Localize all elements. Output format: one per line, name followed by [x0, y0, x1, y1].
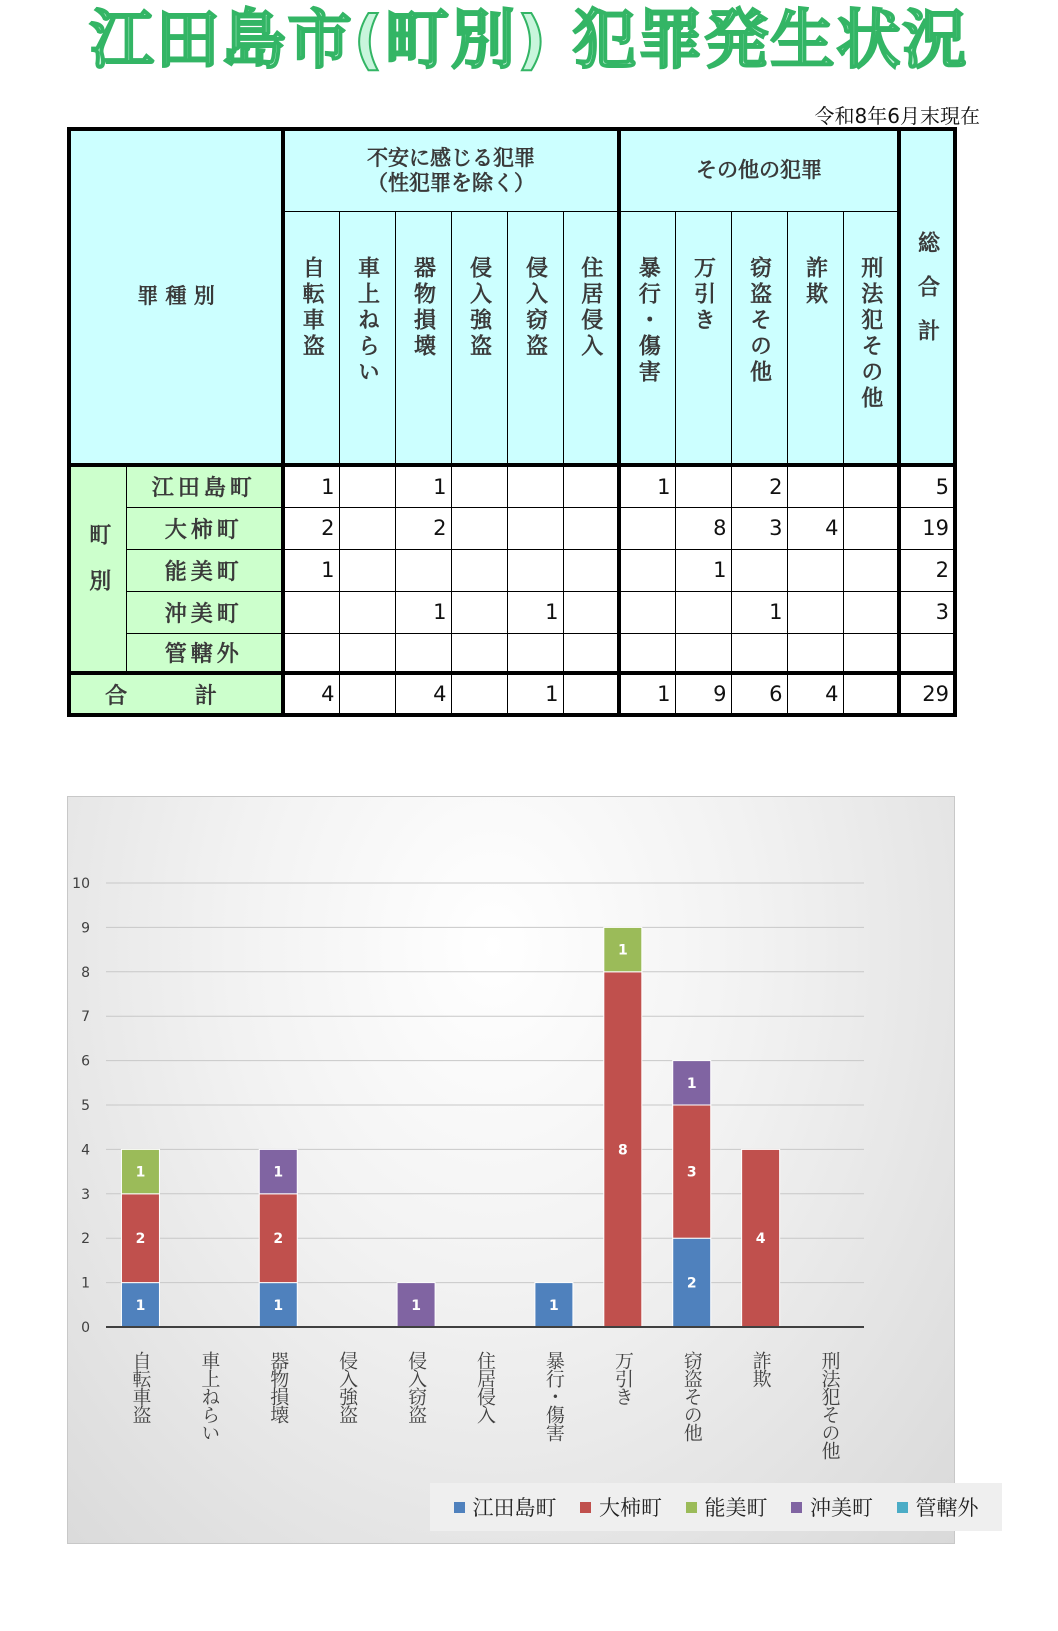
crime-col-header: 侵入強盗 [451, 211, 507, 465]
grand-total-cell: 29 [899, 673, 955, 715]
table-cell [339, 465, 395, 507]
table-cell [451, 507, 507, 549]
row-label: 江田島町 [126, 465, 283, 507]
total-cell: 1 [507, 673, 563, 715]
page-title: 江田島市(町別) 犯罪発生状況 [89, 4, 969, 78]
table-cell [507, 465, 563, 507]
y-tick-label: 1 [81, 1275, 90, 1292]
data-label: 3 [686, 1164, 697, 1181]
legend-swatch [791, 1502, 802, 1513]
table-cell [619, 591, 675, 633]
table-cell [787, 465, 843, 507]
total-cell [451, 673, 507, 715]
y-tick-label: 10 [72, 876, 90, 892]
crime-col-header: 自転車盗 [283, 211, 339, 465]
total-row [69, 673, 955, 715]
table-cell [339, 507, 395, 549]
y-tick-label: 4 [81, 1142, 90, 1159]
table-cell: 3 [731, 507, 787, 549]
table-cell: 1 [283, 465, 339, 507]
table-cell: 1 [675, 549, 731, 591]
total-cell [339, 673, 395, 715]
table-cell: 2 [283, 507, 339, 549]
legend-swatch [454, 1502, 465, 1513]
crime-chart [67, 796, 979, 1544]
data-label: 2 [686, 1275, 697, 1292]
x-tick-label: 窃盗その他 [680, 1351, 703, 1441]
legend-label: 江田島町 [472, 1496, 557, 1520]
x-tick-label: 侵入窃盗 [405, 1351, 428, 1423]
table-cell [507, 507, 563, 549]
x-tick-label: 住居侵入 [474, 1351, 496, 1423]
row-total: 3 [899, 591, 955, 633]
table-cell [843, 507, 899, 549]
table-cell: 1 [283, 549, 339, 591]
total-cell [843, 673, 899, 715]
legend-label: 能美町 [704, 1496, 768, 1520]
side-label: 町別 [69, 465, 126, 673]
group-header-anxiety: 不安に感じる犯罪 （性犯罪を除く） [283, 129, 619, 211]
crime-col-header: 車上ねらい [339, 211, 395, 465]
x-tick-label: 自転車盗 [129, 1351, 152, 1423]
group-header-other: その他の犯罪 [619, 129, 899, 211]
x-tick-label: 車上ねらい [198, 1351, 221, 1441]
row-total: 19 [899, 507, 955, 549]
row-label: 沖美町 [126, 591, 283, 633]
data-label: 2 [273, 1231, 284, 1248]
table-cell [563, 507, 619, 549]
table-cell [451, 591, 507, 633]
table-cell [787, 591, 843, 633]
x-tick-label: 器物損壊 [267, 1351, 290, 1423]
table-cell [787, 549, 843, 591]
legend-item [791, 1492, 873, 1522]
crime-col-header: 暴行・傷害 [619, 211, 675, 465]
table-row [69, 633, 955, 673]
table-cell [787, 633, 843, 673]
x-tick-label: 侵入強盗 [336, 1351, 359, 1423]
y-tick-label: 6 [81, 1053, 90, 1070]
data-label: 1 [135, 1297, 146, 1314]
x-tick-label: 刑法犯その他 [818, 1351, 841, 1459]
table-cell [843, 633, 899, 673]
chart-legend [430, 1483, 1002, 1531]
table-cell [507, 633, 563, 673]
row-total [899, 633, 955, 673]
table-cell [339, 633, 395, 673]
table-cell: 2 [731, 465, 787, 507]
table-cell [619, 507, 675, 549]
table-cell [675, 633, 731, 673]
table-cell [395, 549, 451, 591]
table-cell: 4 [787, 507, 843, 549]
as-of-date: 令和8年6月末現在 [814, 104, 980, 128]
table-row [69, 507, 955, 549]
y-tick-label: 7 [81, 1009, 90, 1026]
table-cell [283, 591, 339, 633]
total-cell: 9 [675, 673, 731, 715]
crime-col-header: 窃盗その他 [731, 211, 787, 465]
data-label: 1 [617, 942, 628, 959]
data-label: 8 [617, 1142, 628, 1159]
table-cell [563, 549, 619, 591]
table-cell [451, 633, 507, 673]
y-tick-label: 0 [81, 1320, 90, 1336]
x-tick-label: 暴行・傷害 [542, 1351, 565, 1441]
table-cell: 8 [675, 507, 731, 549]
legend-item [580, 1492, 662, 1522]
table-cell [619, 633, 675, 673]
data-label: 1 [135, 1164, 146, 1181]
table-cell [843, 591, 899, 633]
table-cell [339, 549, 395, 591]
crime-col-header: 万引き [675, 211, 731, 465]
data-label: 1 [411, 1297, 421, 1314]
data-label: 2 [135, 1231, 146, 1248]
table-row [69, 465, 955, 507]
legend-swatch [580, 1502, 591, 1513]
table-cell [395, 633, 451, 673]
y-tick-label: 5 [81, 1098, 90, 1114]
row-total: 2 [899, 549, 955, 591]
legend-label: 沖美町 [810, 1496, 873, 1520]
data-label: 1 [549, 1297, 559, 1314]
legend-label: 大柿町 [599, 1496, 662, 1520]
row-label: 大柿町 [126, 507, 283, 549]
crime-col-header: 器物損壊 [395, 211, 451, 465]
y-tick-label: 8 [81, 964, 90, 981]
total-cell: 4 [787, 673, 843, 715]
table-cell: 1 [731, 591, 787, 633]
crime-col-header: 詐欺 [787, 211, 843, 465]
table-cell: 1 [619, 465, 675, 507]
legend-label: 管轄外 [915, 1496, 979, 1520]
stacked-bar-chart [68, 797, 954, 1543]
legend-swatch [897, 1502, 908, 1513]
table-cell [619, 549, 675, 591]
table-cell [451, 465, 507, 507]
category-header: 罪 種 別 [69, 129, 283, 465]
row-label: 管轄外 [126, 633, 283, 673]
legend-item [454, 1492, 557, 1522]
table-cell: 1 [395, 591, 451, 633]
total-cell: 4 [283, 673, 339, 715]
y-tick-label: 3 [81, 1186, 90, 1203]
x-tick-label: 詐欺 [749, 1351, 772, 1387]
total-cell [563, 673, 619, 715]
table-row [69, 549, 955, 591]
table-cell [339, 591, 395, 633]
data-label: 1 [273, 1297, 284, 1314]
total-cell: 6 [731, 673, 787, 715]
crime-col-header: 住居侵入 [563, 211, 619, 465]
crime-col-header: 刑法犯その他 [843, 211, 899, 465]
total-cell: 1 [619, 673, 675, 715]
crime-col-header: 侵入窃盗 [507, 211, 563, 465]
data-label: 1 [686, 1075, 697, 1092]
table-cell [675, 465, 731, 507]
total-row-label: 合 計 [69, 673, 283, 715]
table-cell [507, 549, 563, 591]
grand-total-header: 総合計 [899, 129, 955, 465]
table-cell [283, 633, 339, 673]
table-cell [843, 549, 899, 591]
legend-swatch [686, 1502, 697, 1513]
data-label: 1 [273, 1164, 284, 1181]
table-cell [451, 549, 507, 591]
row-label: 能美町 [126, 549, 283, 591]
table-cell: 1 [507, 591, 563, 633]
table-cell: 2 [395, 507, 451, 549]
row-total: 5 [899, 465, 955, 507]
data-label: 4 [755, 1231, 766, 1248]
table-cell [563, 465, 619, 507]
table-row [69, 591, 955, 633]
table-cell [563, 633, 619, 673]
total-cell: 4 [395, 673, 451, 715]
table-cell [731, 549, 787, 591]
y-tick-label: 2 [81, 1231, 90, 1248]
table-cell: 1 [395, 465, 451, 507]
legend-item [897, 1492, 979, 1522]
crime-table [67, 127, 957, 717]
table-cell [675, 591, 731, 633]
table-cell [843, 465, 899, 507]
table-cell [731, 633, 787, 673]
table-cell [563, 591, 619, 633]
legend-item [686, 1492, 768, 1522]
x-tick-label: 万引き [611, 1351, 634, 1405]
y-tick-label: 9 [81, 920, 90, 937]
